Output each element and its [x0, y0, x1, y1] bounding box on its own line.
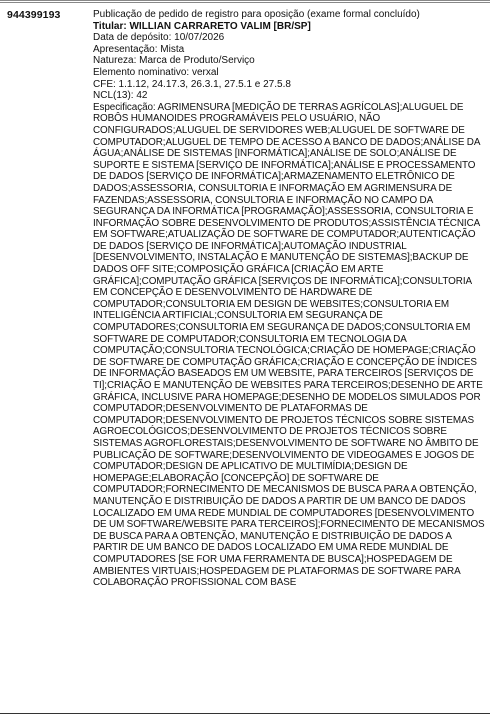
bottom-divider — [0, 713, 490, 714]
publication-title: Publicação de pedido de registro para oposição (exame formal concluído) — [93, 9, 420, 20]
top-divider — [0, 0, 490, 3]
cfe-classification: CFE: 1.1.12, 24.17.3, 26.3.1, 27.5.1 e 27.5.8 — [93, 78, 291, 90]
ncl-classification: NCL(13): 42 — [93, 90, 148, 102]
specification: Especificação: AGRIMENSURA [MEDIÇÃO DE TERRAS AGRÍCOLAS];ALUGUEL DE ROBÔS HUMANOIDES PROGRAMÁVEIS PELO USUÁRIO, NÃO CONFIGURADOS;ALUGUEL DE SERVIDORES WEB;ALUGUEL DE SOFTWARE DE COMPUTADOR;ALUGUEL DE TEMPO DE ACESSO A BANCO DE DADOS;ANÁLISE DA ÁGUA;ANÁLISE DE SISTEMAS [INFORMÁTICA];ANÁLISE DE SOLO;ANÁLISE DE SUPORTE E SISTEMA [SERVIÇO DE INFORMÁTICA];ANÁLISE E PROCESSAMENTO DE DADOS [SERVIÇO DE INFORMÁTICA];ARMAZENAMENTO ELETRÔNICO DE DADOS;ASSESSORIA, CONSULTORIA E INFORMAÇÃO EM AGRIMENSURA DE FAZENDAS;ASSESSORIA, CONSULTORIA E INFORMAÇÃO NO CAMPO DA SEGURANÇA DA INFORMÁTICA [PROGRAMAÇÃO];ASSESSORIA, CONSULTORIA E INFORMAÇÃO SOBRE DESENVOLVIMENTO DE PRODUTOS;ASSISTÊNCIA TÉCNICA EM SOFTWARE;ATUALIZAÇÃO DE SOFTWARE DE COMPUTADOR;AUTENTICAÇÃO DE DADOS [SERVIÇO DE INFORMÁTICA];AUTOMAÇÃO INDUSTRIAL [DESENVOLVIMENTO, INSTALAÇÃO E MANUTENÇÃO DE SISTEMAS];BACKUP DE DADOS OFF SITE;COMPOSIÇÃO GRÁFICA [CRIAÇÃO EM ARTE GRÁFICA];COMPUTAÇÃO GRÁFICA [SERVIÇOS DE INFORMÁTICA];CONSULTORIA EM CONCEPÇÃO E DESENVOLVIMENTO DE HARDWARE DE COMPUTADOR;CONSULTORIA EM DESIGN DE WEBSITES;CONSULTORIA EM INTELIGÊNCIA ARTIFICIAL;CONSULTORIA EM SEGURANÇA DE COMPUTADORES;CONSULTORIA EM SEGURANÇA DE DADOS;CONSULTORIA EM SOFTWARE DE COMPUTADOR;CONSULTORIA EM TECNOLOGIA DA COMPUTAÇÃO;CONSULTORIA TECNOLÓGICA;CRIAÇÃO DE HOMEPAGE;CRIAÇÃO DE SOFTWARE DE COMPUTAÇÃO GRÁFICA;CRIAÇÃO E CONCEPÇÃO DE ÍNDICES DE INFORMAÇÃO BASEADOS EM UM WEBSITE, PARA TERCEIROS [SERVIÇOS DE TI];CRIAÇÃO E MANUTENÇÃO DE WEBSITES PARA TERCEIROS;DESENHO DE ARTE GRÁFICA, INCLUSIVE PARA HOMEPAGE;DESENHO DE MODELOS SIMULADOS POR COMPUTADOR;DESENVOLVIMENTO DE PLATAFORMAS DE COMPUTADOR;DESENVOLVIMENTO DE PROJETOS TÉCNICOS SOBRE SISTEMAS AGROECOLÓGICOS;DESENVOLVIMENTO DE PROJETOS TÉCNICOS SOBRE SISTEMAS AGROFLORESTAIS;DESENVOLVIMENTO DE SOFTWARE NO ÂMBITO DE PUBLICAÇÃO DE SOFTWARE;DESENVOLVIMENTO DE VIDEOGAMES E JOGOS DE COMPUTADOR;DESIGN DE APLICATIVO DE MULTIMÍDIA;DESIGN DE HOMEPAGE;ELABORAÇÃO [CONCEPÇÃO] DE SOFTWARE DE COMPUTADOR;FORNECIMENTO DE MECANISMOS DE BUSCA PARA A OBTENÇÃO, MANUTENÇÃO E DISTRIBUIÇÃO DE DADOS A PARTIR DE UM BANCO DE DADOS LOCALIZADO EM UMA REDE MUNDIAL DE COMPUTADORES [DESENVOLVIMENTO DE UM SOFTWARE/WEBSITE PARA TERCEIROS];FORNECIMENTO DE MECANISMOS DE BUSCA PARA A OBTENÇÃO, MANUTENÇÃO E DISTRIBUIÇÃO DE DADOS A PARTIR DE UM BANCO DE DADOS LOCALIZADO EM UMA REDE MUNDIAL DE COMPUTADORES [SE FOR UMA FERRAMENTA DE BUSCA];HOSPEDAGEM DE AMBIENTES VIRTUAIS;HOSPEDAGEM DE PLATAFORMAS DE SOFTWARE PARA COLABORAÇÃO PROFISSIONAL COM BASE — [93, 101, 485, 589]
deposit-date: Data de depósito: 10/07/2026 — [93, 32, 225, 44]
nominative-element: Elemento nominativo: verxal — [93, 66, 219, 78]
presentation: Apresentação: Mista — [93, 43, 185, 55]
nature: Natureza: Marca de Produto/Serviço — [93, 55, 255, 67]
process-number: 944399193 — [7, 9, 61, 21]
holder: Titular: WILLIAN CARRARETO VALIM [BR/SP] — [93, 20, 311, 32]
record-details — [93, 9, 485, 589]
